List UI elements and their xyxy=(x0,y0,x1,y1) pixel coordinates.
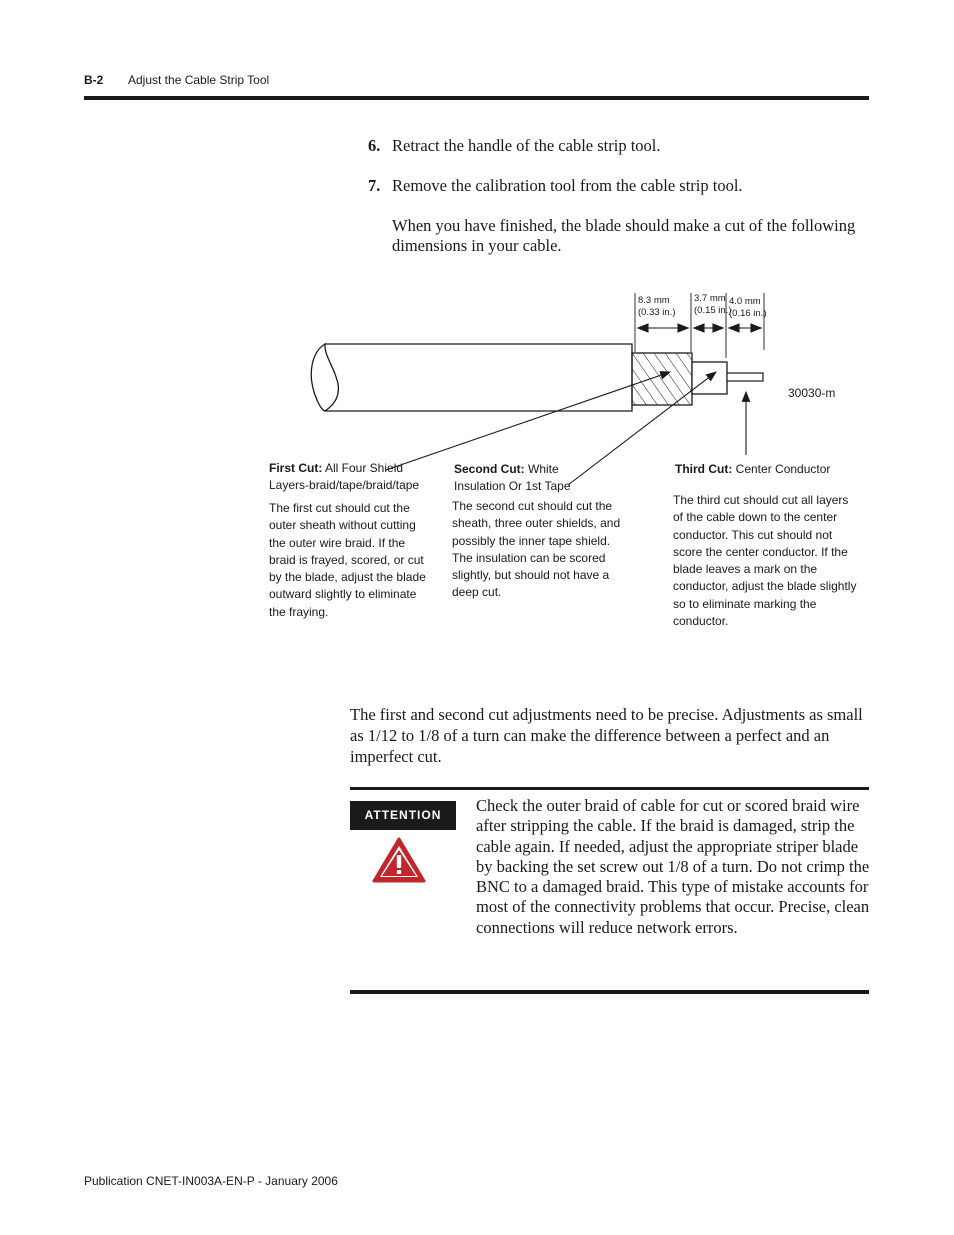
dimension-label-1 xyxy=(638,295,676,319)
dimension-arrows xyxy=(638,324,761,332)
second-cut-description: The second cut should cut the sheath, three outer shields, and possibly the inner tape shield. The insulation can be scored slightly, but should not have a deep cut. xyxy=(452,499,621,600)
dimension-mm: 4.0 mm xyxy=(729,296,761,307)
insulation-section xyxy=(692,362,727,394)
cut-title: Center Conductor xyxy=(735,462,831,476)
third-cut-description: The third cut should cut all layers of the cable down to the center conductor. This cut should not score the center conductor. If the blade leaves a mark on the conductor, adjust the blade slightly so to eliminate marking the conductor. xyxy=(673,493,857,629)
section-title: Adjust the Cable Strip Tool xyxy=(128,73,270,87)
center-conductor xyxy=(727,373,763,381)
first-cut-heading xyxy=(269,460,429,494)
publication-footer: Publication CNET-IN003A-EN-P - January 2006 xyxy=(84,1174,338,1188)
cut-label: First Cut: xyxy=(269,461,323,475)
figure-id: 30030-m xyxy=(788,386,836,400)
attention-bottom-rule xyxy=(350,990,869,994)
dimension-mm: 8.3 mm xyxy=(638,295,670,306)
step-text: Retract the handle of the cable strip tool. xyxy=(392,136,661,155)
warning-triangle-icon xyxy=(371,836,427,884)
attention-text: Check the outer braid of cable for cut or scored braid wire after stripping the cable. If the braid is damaged, strip the cable again. If needed, adjust the appropriate striper blade by backing the set screw out 1/8 of a turn. Do not crimp the BNC to a damaged braid. This type of mistake accounts for most of the connectivity problems that occur. Precise, clean connections will reduce network errors. xyxy=(476,796,870,937)
attention-top-rule xyxy=(350,787,869,790)
cable-sheath xyxy=(311,344,632,411)
closing-paragraph: The first and second cut adjustments need to be precise. Adjustments as small as 1/12 to 1/8 of a turn can make the difference between a perfect and an imperfect cut. xyxy=(350,705,863,766)
dimension-inch: (0.16 in.) xyxy=(729,308,767,319)
third-cut-heading xyxy=(675,461,875,478)
cut-label: Third Cut: xyxy=(675,462,733,476)
step-number: 6. xyxy=(368,136,381,155)
cut-label: Second Cut: xyxy=(454,462,525,476)
cut-title: White Insulation Or 1st Tape xyxy=(454,462,571,493)
dimension-inch: (0.15 in.) xyxy=(694,305,732,316)
second-cut-heading xyxy=(454,461,582,495)
cut-title: All Four Shield Layers-braid/tape/braid/tape xyxy=(269,461,420,492)
dimension-mm: 3.7 mm xyxy=(694,293,726,304)
step-7-note: When you have finished, the blade should make a cut of the following dimensions in your cable. xyxy=(392,216,856,255)
step-text: Remove the calibration tool from the cable strip tool. xyxy=(392,176,743,195)
attention-badge: ATTENTION xyxy=(350,801,456,830)
first-cut-description: The first cut should cut the outer sheath without cutting the outer wire braid. If the braid is frayed, scored, or cut by the blade, adjust the blade outward slightly to eliminate the fraying. xyxy=(269,501,426,619)
page-number: B-2 xyxy=(84,73,104,87)
step-number: 7. xyxy=(368,176,381,195)
dimension-label-2 xyxy=(694,293,732,317)
dimension-label-3 xyxy=(729,296,767,320)
dimension-inch: (0.33 in.) xyxy=(638,307,676,318)
